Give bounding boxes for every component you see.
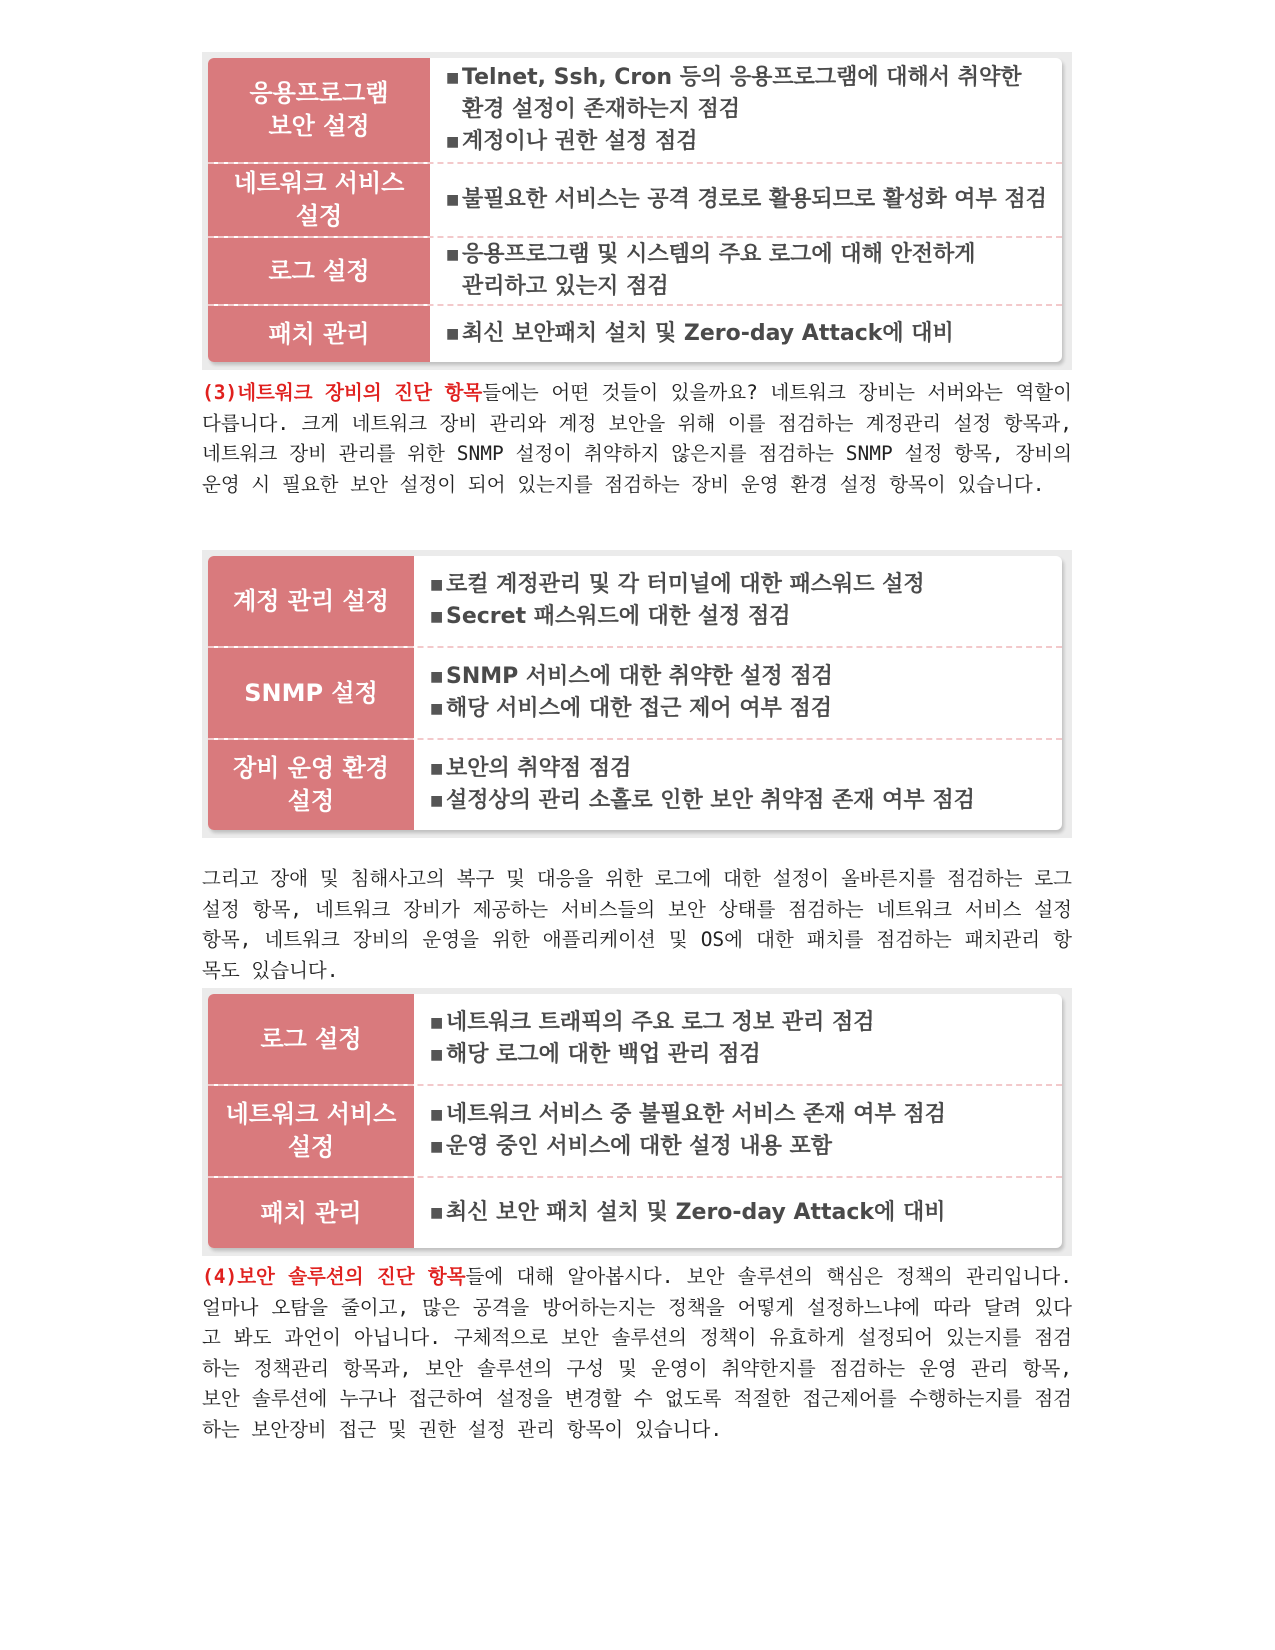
- table-row: [208, 994, 1062, 1084]
- table-row: [208, 1086, 1062, 1176]
- item-text: Telnet, Ssh, Cron 등의 응용프로그램에 대해서 취약한 환경 설정이 존재하는지 점검: [462, 65, 1022, 122]
- bullet-icon: ■: [430, 1139, 444, 1155]
- row-header: 장비 운영 환경 설정: [208, 740, 414, 830]
- paragraph-text: 들에 대해 알아봅시다. 보안 솔루션의 핵심은 정책의 관리입니다. 얼마나 오탐을 줄이고, 많은 공격을 방어하는지는 정책을 어떻게 설정하느냐에 따라 달려 있다고 봐도 과언이 아닙니다. 구체적으로 보안 솔루션의 정책이 유효하게 설정되어 있는지를 점검하는 정책관리 항목과, 보안 솔루션의 구성 및 운영이 취약한지를 점검하는 운영 관리 항목, 보안 솔루션에 누구나 접근하여 설정을 변경할 수 없도록 적절한 접근제어를 수행하는지를 점검하는 보안장비 접근 및 권한 설정 관리 항목이 있습니다.: [202, 1265, 1072, 1441]
- row-header: 응용프로그램 보안 설정: [208, 58, 430, 162]
- bullet-icon: ■: [446, 326, 460, 342]
- bullet-icon: ■: [430, 1047, 444, 1063]
- bullet-icon: ■: [430, 761, 444, 777]
- paragraph-security-solutions: [202, 1262, 1072, 1445]
- row-header: 네트워크 서비스 설정: [208, 164, 430, 236]
- list-item: [446, 126, 1062, 158]
- item-text: Secret 패스워드에 대한 설정 점검: [446, 604, 791, 629]
- paragraph-text: 들에는 어떤 것들이 있을까요? 네트워크 장비는 서버와는 역할이 다릅니다. 크게 네트워크 장비 관리와 계정 보안을 위해 이를 점검하는 계정관리 설정 항목과, 네트워크 장비 관리를 위한 SNMP 설정이 취약하지 않은지를 점검하는 SNMP 설정 항목, 장비의 운영 시 필요한 보안 설정이 되어 있는지를 점검하는 장비 운영 환경 설정 항목이 있습니다.: [202, 381, 1072, 496]
- bullet-icon: ■: [430, 1205, 444, 1221]
- list-item: [430, 1039, 1062, 1071]
- item-text: 최신 보안 패치 설치 및 Zero-day Attack에 대비: [446, 1200, 946, 1225]
- table-row: [208, 238, 1062, 304]
- row-body: [430, 306, 1062, 362]
- table-row: [208, 306, 1062, 362]
- item-text: 네트워크 서비스 중 불필요한 서비스 존재 여부 점검: [446, 1102, 946, 1127]
- list-item: [430, 601, 1062, 633]
- bullet-icon: ■: [446, 192, 460, 208]
- row-body: [430, 164, 1062, 236]
- table-card: [208, 58, 1062, 362]
- list-item: [430, 661, 1062, 693]
- application-settings-table: [202, 52, 1072, 370]
- item-text: SNMP 서비스에 대한 취약한 설정 점검: [446, 664, 833, 689]
- list-item: [430, 1131, 1062, 1163]
- row-header: SNMP 설정: [208, 648, 414, 738]
- bullet-icon: ■: [430, 669, 444, 685]
- item-text: 운영 중인 서비스에 대한 설정 내용 포함: [446, 1134, 832, 1159]
- row-header: 로그 설정: [208, 238, 430, 304]
- item-text: 해당 서비스에 대한 접근 제어 여부 점검: [446, 696, 832, 721]
- row-body: [414, 1086, 1062, 1176]
- list-item: [430, 785, 1062, 817]
- bullet-icon: ■: [430, 701, 444, 717]
- row-body: [414, 740, 1062, 830]
- item-text: 보안의 취약점 점검: [446, 756, 632, 781]
- bullet-icon: ■: [430, 1107, 444, 1123]
- item-text: 네트워크 트래픽의 주요 로그 정보 관리 점검: [446, 1010, 875, 1035]
- bullet-icon: ■: [430, 793, 444, 809]
- bullet-icon: ■: [430, 577, 444, 593]
- row-header: 계정 관리 설정: [208, 556, 414, 646]
- table-card: [208, 994, 1062, 1248]
- section-heading: (4)보안 솔루션의 진단 항목: [202, 1265, 466, 1288]
- list-item: [446, 184, 1062, 216]
- table-row: [208, 58, 1062, 162]
- list-item: [430, 753, 1062, 785]
- list-item: [446, 318, 1062, 350]
- bullet-icon: ■: [446, 247, 460, 263]
- table-row: [208, 648, 1062, 738]
- row-body: [430, 238, 1062, 304]
- list-item: [446, 62, 1062, 126]
- bullet-icon: ■: [430, 1015, 444, 1031]
- row-body: [414, 648, 1062, 738]
- list-item: [430, 1099, 1062, 1131]
- section-heading: (3)네트워크 장비의 진단 항목: [202, 381, 483, 404]
- paragraph-text: 그리고 장애 및 침해사고의 복구 및 대응을 위한 로그에 대한 설정이 올바른지를 점검하는 로그 설정 항목, 네트워크 장비가 제공하는 서비스들의 보안 상태를 점검하는 네트워크 서비스 설정 항목, 네트워크 장비의 운영을 위한 애플리케이션 및 OS에 대한 패치를 점검하는 패치관리 항목도 있습니다.: [202, 867, 1072, 982]
- row-body: [430, 58, 1062, 162]
- row-body: [414, 1178, 1062, 1248]
- list-item: [430, 1197, 1062, 1229]
- bullet-icon: ■: [446, 70, 460, 86]
- list-item: [430, 693, 1062, 725]
- item-text: 계정이나 권한 설정 점검: [462, 129, 698, 154]
- table-card: [208, 556, 1062, 830]
- row-header: 패치 관리: [208, 306, 430, 362]
- table-row: [208, 556, 1062, 646]
- row-header: 네트워크 서비스 설정: [208, 1086, 414, 1176]
- list-item: [430, 1007, 1062, 1039]
- list-item: [430, 569, 1062, 601]
- table-row: [208, 164, 1062, 236]
- table-row: [208, 1178, 1062, 1248]
- row-header: 로그 설정: [208, 994, 414, 1084]
- item-text: 해당 로그에 대한 백업 관리 점검: [446, 1042, 761, 1067]
- item-text: 설정상의 관리 소홀로 인한 보안 취약점 존재 여부 점검: [446, 788, 975, 813]
- bullet-icon: ■: [430, 609, 444, 625]
- item-text: 응용프로그램 및 시스템의 주요 로그에 대해 안전하게 관리하고 있는지 점검: [462, 242, 976, 299]
- paragraph-log-service-patch: [202, 864, 1072, 986]
- item-text: 로컬 계정관리 및 각 터미널에 대한 패스워드 설정: [446, 572, 925, 597]
- network-device-table: [202, 550, 1072, 838]
- paragraph-network-devices: [202, 378, 1072, 500]
- item-text: 최신 보안패치 설치 및 Zero-day Attack에 대비: [462, 321, 954, 346]
- table-row: [208, 740, 1062, 830]
- network-log-service-table: [202, 988, 1072, 1256]
- row-body: [414, 556, 1062, 646]
- item-text: 불필요한 서비스는 공격 경로로 활용되므로 활성화 여부 점검: [462, 187, 1047, 212]
- list-item: [446, 239, 1062, 303]
- row-body: [414, 994, 1062, 1084]
- bullet-icon: ■: [446, 134, 460, 150]
- row-header: 패치 관리: [208, 1178, 414, 1248]
